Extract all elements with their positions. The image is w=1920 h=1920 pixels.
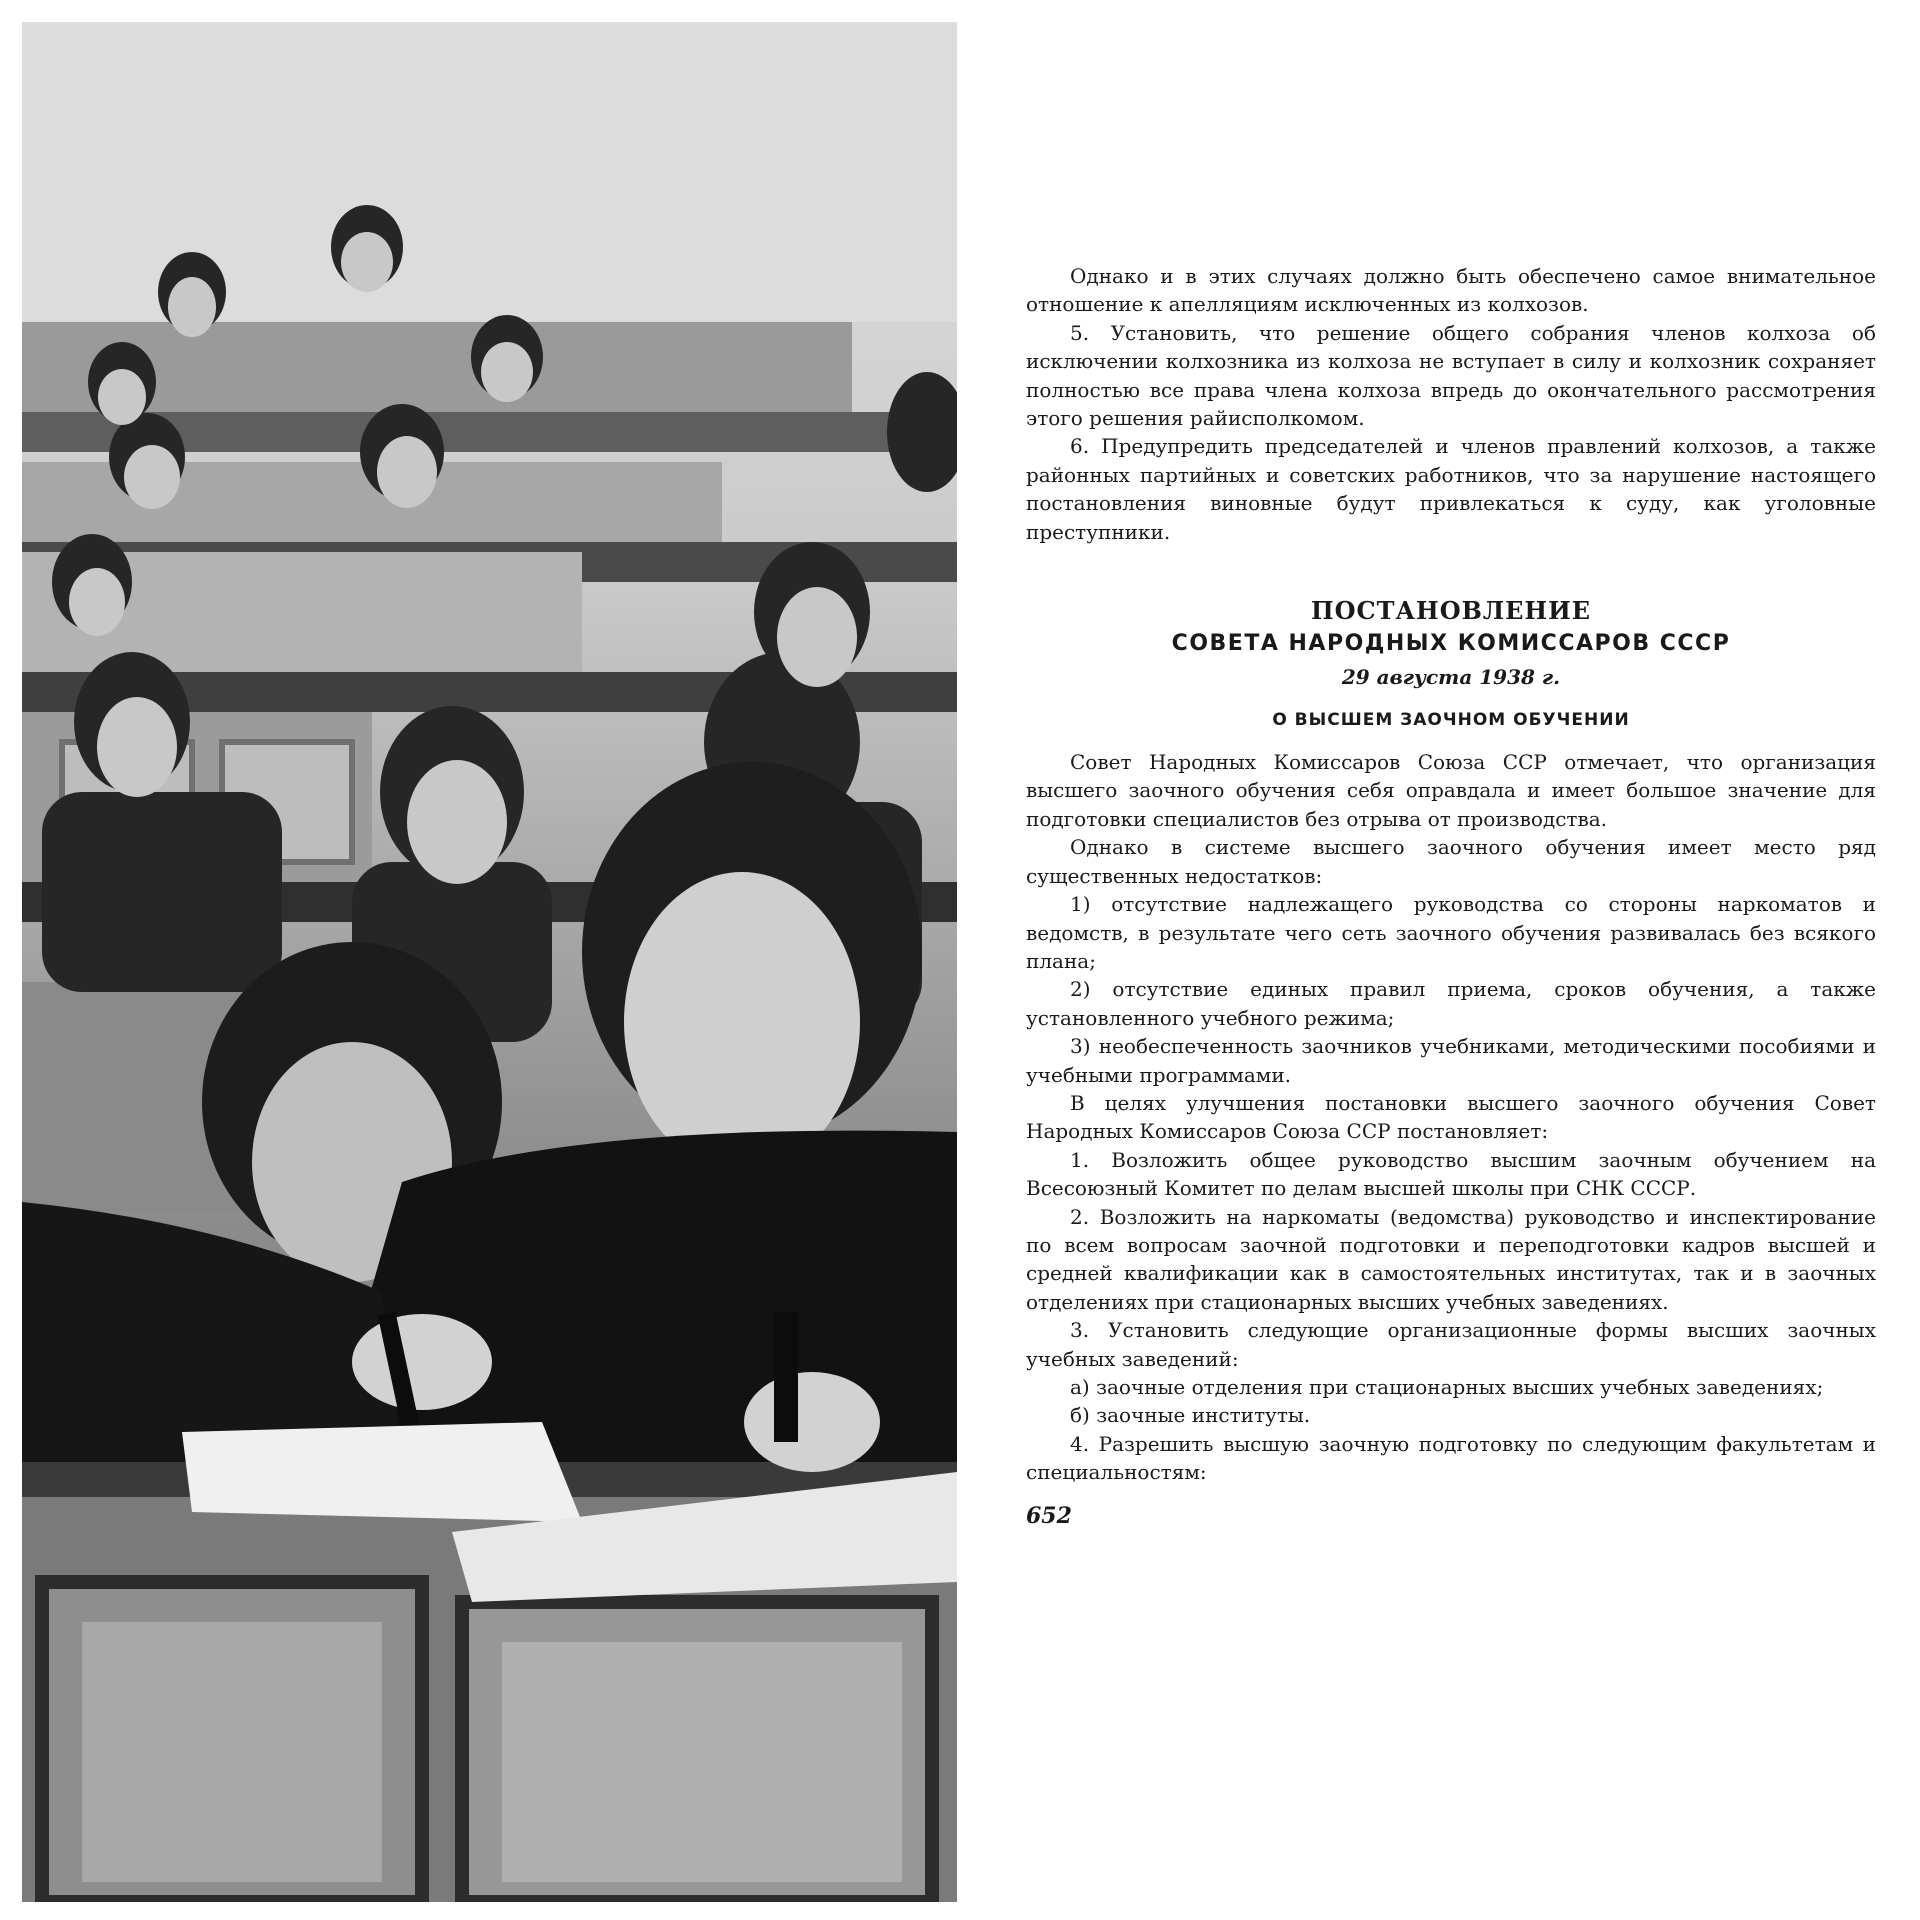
- body-paragraph: 3. Установить следующие организационные формы высших заочных учебных заведений:: [1026, 1318, 1876, 1371]
- decree-header: [1026, 594, 1876, 734]
- body-paragraph: 2) отсутствие единых правил приема, сроков обучения, а также установленного учебного режима;: [1026, 977, 1876, 1030]
- decree-issuer: СОВЕТА НАРОДНЫХ КОМИССАРОВ СССР: [1171, 631, 1731, 657]
- body-paragraph: Однако в системе высшего заочного обучения имеет место ряд существенных недостатков:: [1026, 835, 1876, 888]
- body-paragraph: 1. Возложить общее руководство высшим заочным обучением на Всесоюзный Комитет по делам высшей школы при СНК СССР.: [1026, 1147, 1876, 1201]
- body-paragraph: Совет Народных Комиссаров Союза ССР отмечает, что организация высшего заочного обучения себя оправдала и имеет большое значение для подготовки специалистов без отрыва от производства.: [1026, 750, 1876, 831]
- body-paragraph: б) заочные институты.: [1070, 1403, 1311, 1428]
- lecture-hall-photo: [22, 22, 957, 1902]
- body-paragraph: В целях улучшения постановки высшего заочного обучения Совет Народных Комиссаров Союза ССР постановляет:: [1026, 1090, 1876, 1144]
- document-page: [1026, 262, 1876, 1531]
- body-paragraph: 1) отсутствие надлежащего руководства со стороны наркоматов и ведомств, в результате чего сеть заочного обучения развивалась без всякого плана;: [1026, 892, 1876, 973]
- intro-paragraph: Однако и в этих случаях должно быть обеспечено самое внимательное отношение к апелляциям исключенных из колхозов.: [1026, 264, 1876, 317]
- intro-paragraph: 5. Установить, что решение общего собрания членов колхоза об исключении колхозника из колхоза не вступает в силу и колхозник сохраняет полностью все права члена колхоза впредь до окончательного рассмотрения этого решения райисполкомом.: [1026, 320, 1876, 431]
- decree-subject: О ВЫСШЕМ ЗАОЧНОМ ОБУЧЕНИИ: [1272, 710, 1630, 731]
- body-paragraph: 4. Разрешить высшую заочную подготовку по следующим факультетам и специальностям:: [1026, 1431, 1876, 1485]
- decree-date: 29 августа 1938 г.: [1341, 665, 1561, 690]
- page-number: 652: [1026, 1502, 1072, 1529]
- intro-paragraph: 6. Предупредить председателей и членов правлений колхозов, а также районных партийных и советских работников, что за нарушение настоящего постановления виновные будут привлекаться к суду, как уголовные преступники.: [1026, 434, 1876, 544]
- body-paragraph: 2. Возложить на наркоматы (ведомства) руководство и инспектирование по всем вопросам заочной подготовки и переподготовки кадров высшей и средней квалификации как в самостоятельных институтах, так и в заочных отделениях при стационарных высших учебных заведениях.: [1026, 1204, 1876, 1314]
- body-paragraph: 3) необеспеченность заочников учебниками, методическими пособиями и учебными программами.: [1026, 1034, 1876, 1087]
- body-paragraph: а) заочные отделения при стационарных высших учебных заведениях;: [1070, 1375, 1824, 1399]
- decree-type: ПОСТАНОВЛЕНИЕ: [1310, 596, 1592, 626]
- lecture-hall-illustration: [22, 22, 957, 1902]
